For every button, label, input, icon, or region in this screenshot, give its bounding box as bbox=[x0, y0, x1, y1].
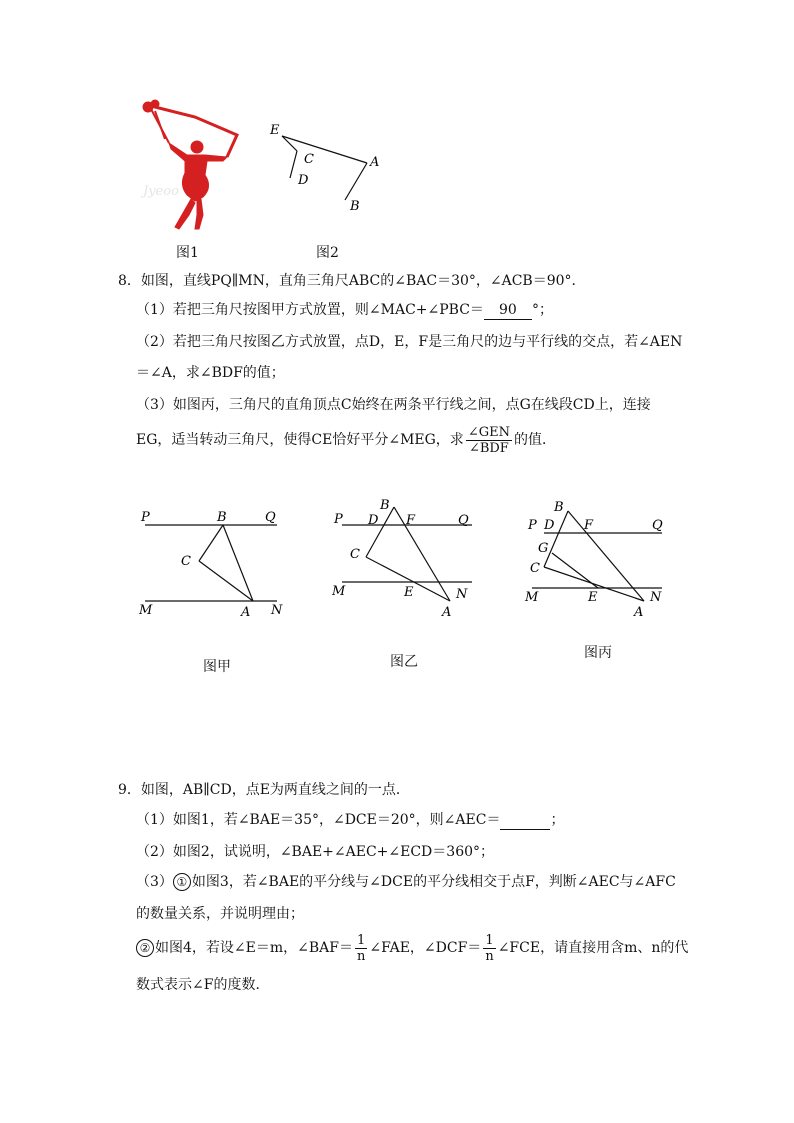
figure-2-caption: 图2 bbox=[316, 245, 339, 261]
q9-part1-blank[interactable] bbox=[500, 811, 550, 830]
yi-label-N: N bbox=[456, 587, 468, 602]
bing-label-M: M bbox=[525, 590, 539, 605]
figure-bing-caption: 图丙 bbox=[584, 645, 612, 661]
yi-label-D: D bbox=[368, 513, 379, 528]
jia-label-P: P bbox=[141, 510, 150, 525]
fig2-label-D: D bbox=[298, 173, 309, 188]
bing-label-D: D bbox=[544, 518, 555, 533]
bing-label-E: E bbox=[588, 590, 598, 605]
q8-part3-line2-prefix: EG，适当转动三角尺，使得CE恰好平分∠MEG，求 bbox=[136, 432, 464, 448]
jia-label-A: A bbox=[241, 605, 251, 620]
q8-part1 bbox=[136, 301, 553, 320]
bing-label-F: F bbox=[584, 518, 594, 533]
q9-part3-text: 如图3，若∠BAE的平分线与∠DCE的平分线相交于点F，判断∠AEC与∠AFC bbox=[191, 874, 676, 890]
q9-part3-line2: 的数量关系，并说明理由； bbox=[136, 906, 304, 922]
circled-number-1: ① bbox=[173, 873, 191, 891]
q9-part4-line1 bbox=[136, 930, 688, 966]
circled-number-2: ② bbox=[136, 939, 154, 957]
q9-frac2-denominator: n bbox=[485, 948, 494, 964]
jia-label-Q: Q bbox=[265, 510, 276, 525]
yi-label-M: M bbox=[332, 584, 346, 599]
figure-1-dancer-illustration bbox=[135, 95, 245, 235]
q8-part1-suffix: °； bbox=[531, 302, 553, 318]
bing-label-B: B bbox=[554, 500, 564, 515]
watermark: Jyeoo bbox=[143, 184, 179, 199]
jia-label-N: N bbox=[271, 603, 283, 618]
yi-label-P: P bbox=[334, 512, 343, 527]
q9-part3-line1 bbox=[136, 873, 676, 891]
q9-stem: 9．如图，AB∥CD，点E为两直线之间的一点． bbox=[118, 782, 410, 798]
yi-label-A: A bbox=[442, 605, 452, 620]
bing-label-C: C bbox=[530, 561, 540, 576]
q9-part4-prefix: 如图4，若设∠E＝m，∠BAF＝ bbox=[155, 940, 353, 956]
figure-yi-caption: 图乙 bbox=[390, 654, 418, 670]
q8-part3-line2 bbox=[136, 422, 556, 458]
q8-part2-line1: （2）若把三角尺按图乙方式放置，点D，E，F是三角尺的边与平行线的交点，若∠AEN bbox=[136, 334, 683, 350]
q8-part2-line2: ＝∠A，求∠BDF的值； bbox=[136, 365, 285, 381]
q9-part1-suffix: ； bbox=[550, 812, 565, 828]
yi-label-E: E bbox=[404, 585, 414, 600]
q8-fraction-denominator: ∠BDF bbox=[468, 440, 509, 456]
q9-part1 bbox=[136, 811, 564, 830]
q9-part2: （2）如图2，试说明，∠BAE+∠AEC+∠ECD＝360°； bbox=[136, 844, 495, 860]
fig2-label-E: E bbox=[270, 123, 280, 138]
q8-part1-prefix: （1）若把三角尺按图甲方式放置，则∠MAC+∠PBC＝ bbox=[136, 302, 484, 318]
figure-2-diagram bbox=[262, 118, 392, 218]
q9-part4-mid: ∠FAE，∠DCF＝ bbox=[369, 940, 482, 956]
bing-label-P: P bbox=[528, 518, 537, 533]
yi-label-C: C bbox=[350, 547, 360, 562]
yi-label-Q: Q bbox=[458, 513, 469, 528]
figure-jia-diagram bbox=[135, 505, 295, 625]
bing-label-A: A bbox=[634, 605, 644, 620]
figure-bing-diagram bbox=[522, 495, 672, 620]
figure-jia-caption: 图甲 bbox=[203, 659, 231, 675]
q8-stem: 8．如图，直线PQ∥MN，直角三角尺ABC的∠BAC＝30°，∠ACB＝90°． bbox=[118, 273, 586, 289]
q9-part1-prefix: （1）如图1，若∠BAE＝35°，∠DCE＝20°，则∠AEC＝ bbox=[136, 812, 501, 828]
jia-label-C: C bbox=[181, 554, 191, 569]
figure-yi-diagram bbox=[330, 495, 480, 620]
q8-part3-line2-suffix: 的值． bbox=[513, 432, 556, 448]
q9-part4-suffix: ∠FCE，请直接用含m、n的代 bbox=[497, 940, 689, 956]
fig2-label-A: A bbox=[370, 155, 380, 170]
fig2-label-C: C bbox=[304, 152, 314, 167]
q9-frac1-denominator: n bbox=[356, 948, 366, 964]
figure-1-caption: 图1 bbox=[176, 245, 199, 261]
q9-part4-line2: 数式表示∠F的度数． bbox=[136, 977, 270, 993]
q8-part3-line1: （3）如图丙，三角尺的直角顶点C始终在两条平行线之间，点G在线段CD上，连接 bbox=[136, 397, 651, 413]
fig2-label-B: B bbox=[350, 199, 360, 214]
jia-label-B: B bbox=[217, 510, 227, 525]
yi-label-F: F bbox=[406, 513, 416, 528]
jia-label-M: M bbox=[139, 603, 153, 618]
q8-part1-answer: 90 bbox=[484, 301, 532, 320]
q9-frac2-numerator: 1 bbox=[485, 932, 494, 948]
bing-label-N: N bbox=[650, 590, 662, 605]
bing-label-G: G bbox=[538, 541, 549, 556]
q9-part3-prefix: （3） bbox=[136, 874, 173, 890]
yi-label-B: B bbox=[380, 498, 390, 513]
q9-frac1-numerator: 1 bbox=[357, 932, 366, 948]
q8-fraction-numerator: ∠GEN bbox=[467, 424, 510, 440]
bing-label-Q: Q bbox=[652, 518, 663, 533]
